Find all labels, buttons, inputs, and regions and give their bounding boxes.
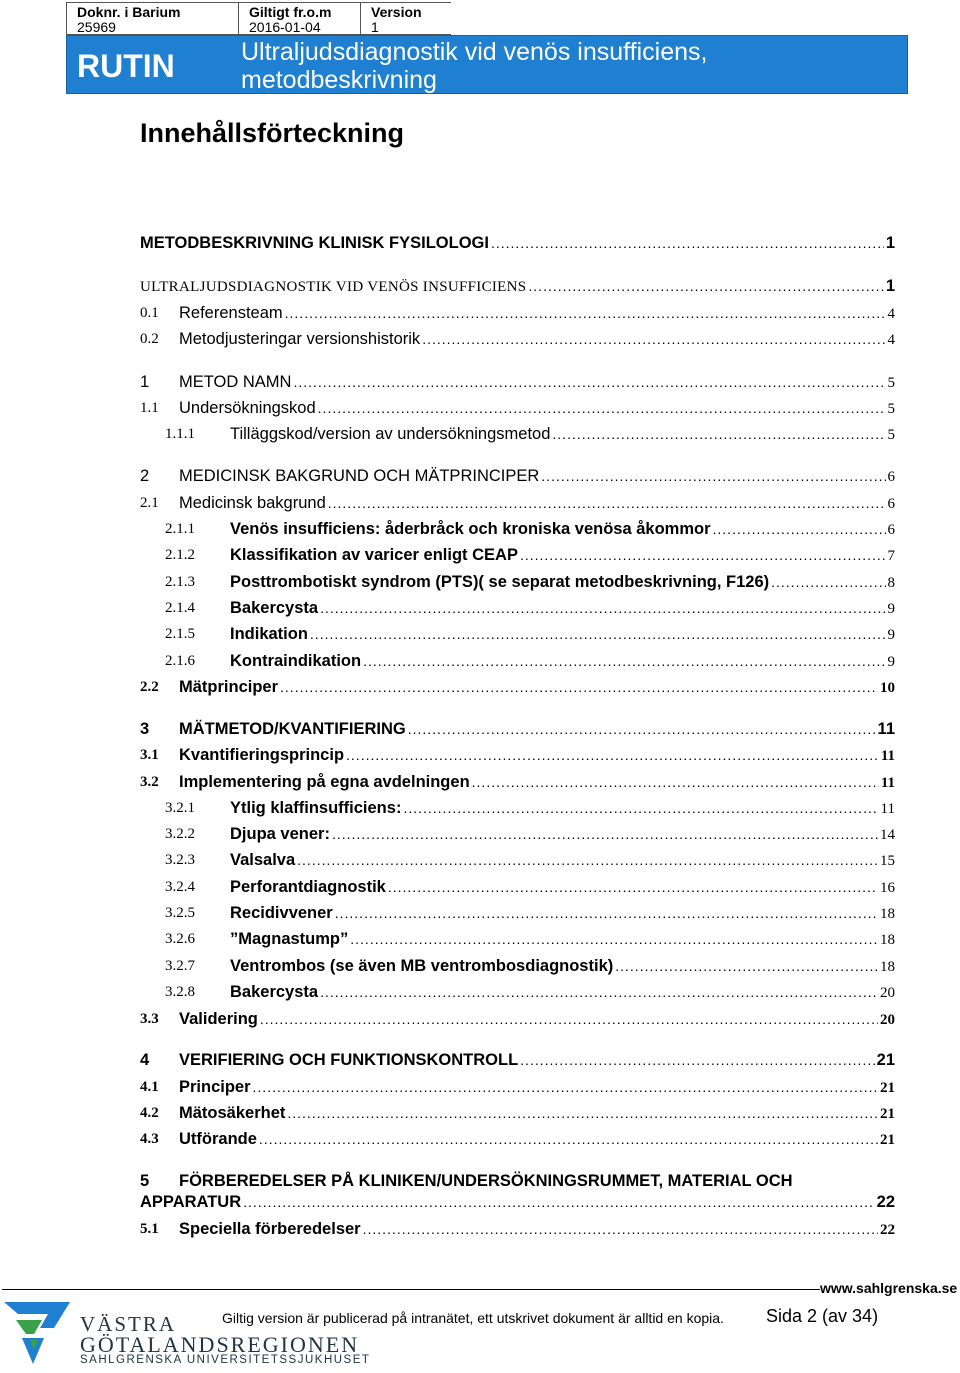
- toc-entry-page: 4: [887, 332, 895, 348]
- logo-line1: VÄSTRA: [80, 1312, 177, 1336]
- toc-entry-number: 3.2.5: [165, 905, 195, 921]
- document-title: Ultraljudsdiagnostik vid venös insufficiens, metodbeskrivning: [241, 38, 708, 94]
- toc-entry-number: 2.2: [140, 679, 159, 695]
- toc-entry-title: Referensteam: [179, 304, 283, 322]
- toc-entry-page: 20: [880, 1012, 895, 1028]
- toc-entry[interactable]: [140, 771, 895, 793]
- toc-entry-number: 1: [140, 373, 150, 391]
- toc-entry-title: Indikation: [230, 625, 308, 643]
- toc-entry-title: Venös insufficiens: åderbråck och kroniska venösa åkommor: [230, 520, 711, 538]
- toc-entry-title: APPARATUR: [140, 1193, 242, 1211]
- toc-entry-page: 11: [877, 720, 895, 738]
- toc-entry[interactable]: [140, 981, 895, 1003]
- toc-entry[interactable]: [140, 328, 895, 350]
- toc-entry-title: Undersökningskod: [179, 399, 316, 417]
- toc-entry-page: 20: [880, 985, 895, 1001]
- toc-entry[interactable]: [140, 1170, 895, 1192]
- toc-entry-number: 0.1: [140, 305, 159, 321]
- toc-entry-title: METODBESKRIVNING KLINISK FYSILOLOGI: [140, 234, 489, 252]
- toc-entry-title: Posttrombotiskt syndrom (PTS)( se separat metodbeskrivning, F126): [230, 573, 770, 591]
- toc-entry-title: ULTRALJUDSDIAGNOSTIK VID VENÖS INSUFFICIENS: [140, 279, 527, 295]
- toc-entry[interactable]: [140, 744, 895, 766]
- toc-entry-page: 22: [876, 1193, 895, 1211]
- toc-entry[interactable]: [140, 275, 895, 297]
- toc-entry-number: 3.2.4: [165, 879, 195, 895]
- toc-entry-number: 3.2.2: [165, 826, 195, 842]
- toc-entry-title: Speciella förberedelser: [179, 1220, 361, 1238]
- toc-entry[interactable]: [140, 1049, 895, 1071]
- toc-entry-page: 5: [887, 375, 895, 391]
- toc-entry-title: METOD NAMN: [179, 373, 292, 391]
- toc-entry-number: 2.1.6: [165, 653, 195, 669]
- toc-entry-page: 5: [887, 401, 895, 417]
- toc-entry[interactable]: [140, 902, 895, 924]
- toc-entry-title: Mätprinciper: [179, 678, 279, 696]
- toc-entry-number: 2.1.1: [165, 521, 195, 537]
- toc-entry[interactable]: [140, 955, 895, 977]
- toc-entry-page: 21: [880, 1106, 895, 1122]
- toc-entry-number: 1.1: [140, 400, 159, 416]
- toc-entry-page: 21: [876, 1051, 895, 1069]
- toc-entry-page: 11: [880, 748, 895, 764]
- toc-entry-number: 1.1.1: [165, 426, 195, 442]
- giltig-cell: [238, 2, 360, 35]
- document-type: RUTIN: [77, 48, 175, 84]
- toc-entry-title: Tilläggskod/version av undersökningsmetod: [230, 425, 551, 443]
- toc-entry[interactable]: [140, 597, 895, 619]
- toc-entry-page: 8: [887, 575, 895, 591]
- toc-entry-title: Kvantifieringsprincip: [179, 746, 345, 764]
- toc-entry-title: Validering: [179, 1010, 258, 1028]
- toc-entry-number: 3.2.8: [165, 984, 195, 1000]
- toc-entry-title: Kontraindikation: [230, 652, 362, 670]
- toc-entry[interactable]: [140, 492, 895, 514]
- toc-entry-title: Bakercysta: [230, 599, 319, 617]
- toc-entry-number: 3.1: [140, 747, 159, 763]
- toc-entry[interactable]: [140, 718, 895, 740]
- toc-entry-page: 9: [887, 601, 895, 617]
- toc-entry-page: 15: [880, 853, 895, 869]
- toc-entry-title: Metodjusteringar versionshistorik: [179, 330, 421, 348]
- toc-entry-title: MEDICINSK BAKGRUND OCH MÄTPRINCIPER: [179, 467, 540, 485]
- toc-entry[interactable]: [140, 371, 895, 393]
- footer-rule: [2, 1289, 820, 1290]
- document-header: [66, 2, 908, 94]
- toc-entry-page: 18: [880, 932, 895, 948]
- toc-entry-page: 21: [880, 1080, 895, 1096]
- toc-entry[interactable]: [140, 544, 895, 566]
- version-cell: [360, 2, 451, 35]
- toc-entry-continued[interactable]: [140, 1191, 895, 1213]
- toc-entry-page: 9: [887, 627, 895, 643]
- doknr-value: 25969: [77, 19, 116, 35]
- toc-entry[interactable]: [140, 1128, 895, 1150]
- toc-entry-number: 2.1.4: [165, 600, 195, 616]
- toc-entry[interactable]: [140, 1218, 895, 1240]
- toc-entry-title: Valsalva: [230, 851, 296, 869]
- toc-entry-number: 3.2.3: [165, 852, 195, 868]
- giltig-label: Giltigt fr.o.m: [249, 4, 332, 20]
- toc-entry-page: 7: [887, 548, 895, 564]
- toc-entry-number: 5: [140, 1172, 150, 1190]
- toc-entry[interactable]: [140, 876, 895, 898]
- toc-entry-page: 4: [887, 306, 895, 322]
- toc-entry-title: Mätosäkerhet: [179, 1104, 286, 1122]
- toc-entry-title: Medicinsk bakgrund: [179, 494, 326, 512]
- version-value: 1: [371, 19, 379, 35]
- toc-entry-title: Ventrombos (se även MB ventrombosdiagnostik): [230, 957, 614, 975]
- toc-entry[interactable]: [140, 571, 895, 593]
- toc-entry-title: VERIFIERING OCH FUNKTIONSKONTROLL: [179, 1051, 519, 1069]
- logo-line2: GÖTALANDSREGIONEN: [80, 1332, 360, 1357]
- toc-entry-number: 4.1: [140, 1079, 159, 1095]
- version-label: Version: [371, 4, 422, 20]
- toc-entry-number: 3: [140, 720, 150, 738]
- toc-entry-title: MÄTMETOD/KVANTIFIERING: [179, 720, 406, 738]
- toc-entry-number: 4.2: [140, 1105, 159, 1121]
- title-bar: [66, 35, 908, 94]
- toc-entry[interactable]: [140, 1076, 895, 1098]
- toc-entry-number: 4.3: [140, 1131, 159, 1147]
- toc-entry-title: ”Magnastump”: [230, 930, 349, 948]
- toc-entry-number: 4: [140, 1051, 150, 1069]
- toc-entry-page: 6: [887, 496, 895, 512]
- toc-entry-number: 3.2.1: [165, 800, 195, 816]
- toc-entry[interactable]: [140, 232, 895, 254]
- doknr-label: Doknr. i Barium: [77, 4, 181, 20]
- toc-entry[interactable]: [140, 797, 895, 819]
- toc-entry-title: Principer: [179, 1078, 251, 1096]
- toc-entry-page: 11: [880, 801, 895, 817]
- toc-entry-number: 5.1: [140, 1221, 159, 1237]
- doknr-cell: [66, 2, 238, 35]
- toc-entry-number: 3.2.7: [165, 958, 195, 974]
- toc-entry[interactable]: [140, 676, 895, 698]
- toc-entry[interactable]: [140, 397, 895, 419]
- toc-entry-title: Ytlig klaffinsufficiens:: [230, 799, 402, 817]
- toc-entry[interactable]: [140, 1102, 895, 1124]
- toc-entry-number: 2.1.5: [165, 626, 195, 642]
- toc-entry[interactable]: [140, 423, 895, 445]
- toc-entry-page: 10: [880, 680, 895, 696]
- toc-entry-number: 3.2.6: [165, 931, 195, 947]
- toc-entry[interactable]: [140, 623, 895, 645]
- toc-entry-number: 3.2: [140, 774, 159, 790]
- toc-entry[interactable]: [140, 465, 895, 487]
- giltig-value: 2016-01-04: [249, 19, 321, 35]
- toc-entry-page: 11: [880, 775, 895, 791]
- toc-entry-number: 2.1.3: [165, 574, 195, 590]
- toc-entry-page: 21: [880, 1132, 895, 1148]
- toc-entry-number: 3.3: [140, 1011, 159, 1027]
- toc-entry-page: 6: [887, 522, 895, 538]
- page-number: Sida 2 (av 34): [766, 1306, 879, 1326]
- toc-entry-page: 14: [880, 827, 895, 843]
- toc-entry-number: 2.1.2: [165, 547, 195, 563]
- toc-entry-number: 2: [140, 467, 150, 485]
- toc-entry-title-line1: FÖRBEREDELSER PÅ KLINIKEN/UNDERSÖKNINGSRUMMET, MATERIAL OCH: [179, 1172, 793, 1190]
- toc-entry[interactable]: [140, 823, 895, 845]
- toc-entry[interactable]: [140, 650, 895, 672]
- toc-entry[interactable]: [140, 1008, 895, 1030]
- toc-entry-page: 18: [880, 959, 895, 975]
- toc-entry[interactable]: [140, 928, 895, 950]
- toc-entry[interactable]: [140, 849, 895, 871]
- toc-entry-page: 5: [887, 427, 895, 443]
- toc-entry-number: 2.1: [140, 495, 159, 511]
- footer-url[interactable]: www.sahlgrenska.se: [820, 1280, 958, 1296]
- toc-entry-page: 9: [887, 654, 895, 670]
- toc-entry-page: 1: [885, 234, 895, 252]
- toc-entry-title: Djupa vener:: [230, 825, 330, 843]
- toc-entry-title: Utförande: [179, 1130, 257, 1148]
- toc-entry-page: 22: [880, 1222, 895, 1238]
- toc-heading: Innehållsförteckning: [140, 118, 405, 148]
- toc-entry-title: Recidivvener: [230, 904, 333, 922]
- toc-entry-page: 18: [880, 906, 895, 922]
- toc-entry[interactable]: [140, 518, 895, 540]
- toc-entry-page: 1: [885, 277, 895, 295]
- footer-validity-note: Giltig version är publicerad på intranätet, ett utskrivet dokument är alltid en kopia.: [222, 1310, 724, 1326]
- toc-entry-title: Perforantdiagnostik: [230, 878, 386, 896]
- toc-entry-title: Klassifikation av varicer enligt CEAP: [230, 546, 518, 564]
- toc-entry-number: 0.2: [140, 331, 159, 347]
- toc-entry[interactable]: [140, 302, 895, 324]
- toc-entry-title: Implementering på egna avdelningen: [179, 773, 470, 791]
- logo-line3: SAHLGRENSKA UNIVERSITETSSJUKHUSET: [80, 1354, 371, 1366]
- toc-entry-page: 16: [880, 880, 895, 896]
- toc-entry-page: 6: [887, 469, 895, 485]
- toc-entry-title: Bakercysta: [230, 983, 319, 1001]
